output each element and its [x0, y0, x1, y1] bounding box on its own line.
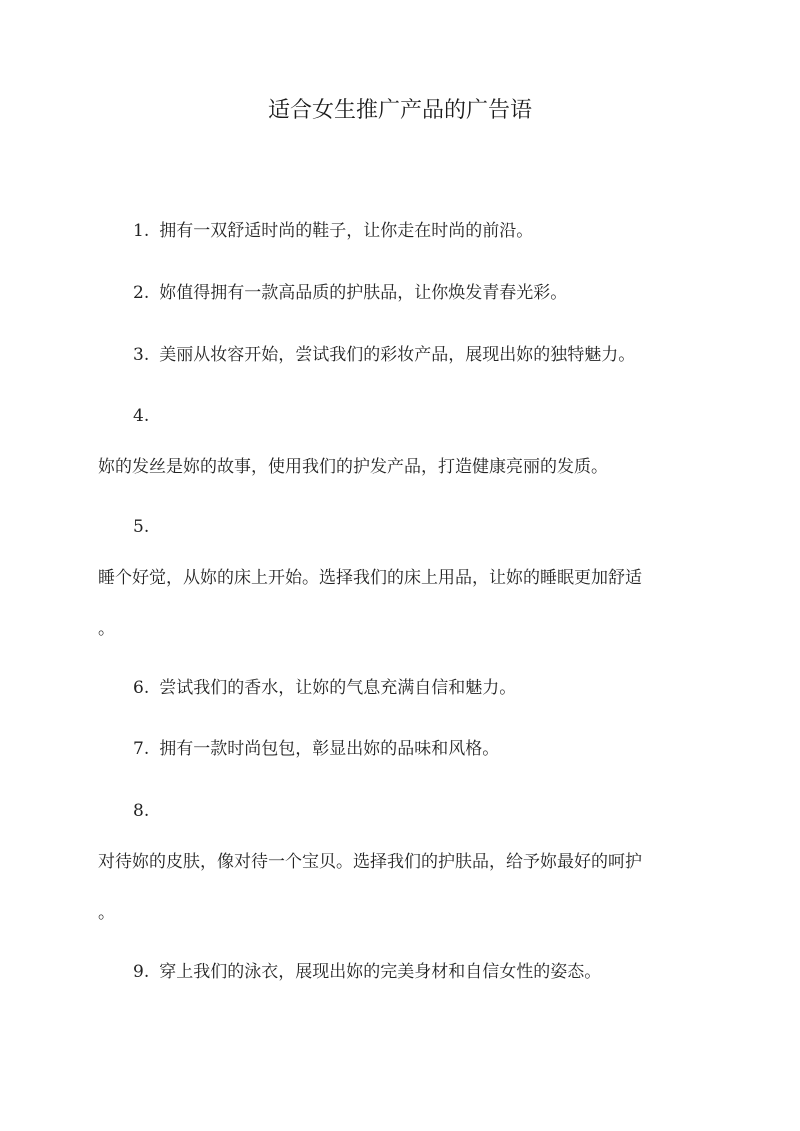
item-text: 妳值得拥有一款高品质的护肤品，让你焕发青春光彩。 [159, 283, 568, 303]
item-number: 1. [133, 221, 150, 241]
item-number: 6. [133, 678, 150, 698]
list-item [133, 219, 533, 243]
item-text: 妳的发丝是妳的故事，使用我们的护发产品，打造健康亮丽的发质。 [98, 457, 608, 477]
item-text: 拥有一款时尚包包，彰显出妳的品味和风格。 [159, 739, 500, 759]
item-text: 拥有一双舒适时尚的鞋子，让你走在时尚的前沿。 [159, 221, 534, 241]
item-text: 美丽从妆容开始，尝试我们的彩妆产品，展现出妳的独特魅力。 [159, 345, 636, 365]
item-number: 4. [133, 406, 150, 426]
item-text-continuation: 。 [98, 619, 115, 639]
list-item [133, 281, 567, 305]
list-item [133, 960, 601, 984]
item-text-continuation: 。 [98, 903, 115, 923]
item-number: 9. [133, 962, 150, 982]
page-title: 适合女生推广产品的广告语 [267, 98, 532, 123]
list-item [133, 676, 516, 700]
item-number: 8. [133, 801, 150, 821]
item-text: 尝试我们的香水，让妳的气息充满自信和魅力。 [159, 678, 517, 698]
item-number: 5. [133, 517, 150, 537]
item-number: 7. [133, 739, 150, 759]
item-number: 2. [133, 283, 150, 303]
item-text: 穿上我们的泳衣，展现出妳的完美身材和自信女性的姿态。 [159, 962, 602, 982]
list-item [133, 737, 499, 761]
list-item [133, 343, 635, 367]
item-text: 睡个好觉，从妳的床上开始。选择我们的床上用品，让妳的睡眠更加舒适 [98, 568, 642, 588]
item-text: 对待妳的皮肤，像对待一个宝贝。选择我们的护肤品，给予妳最好的呵护 [98, 852, 642, 872]
item-number: 3. [133, 345, 150, 365]
